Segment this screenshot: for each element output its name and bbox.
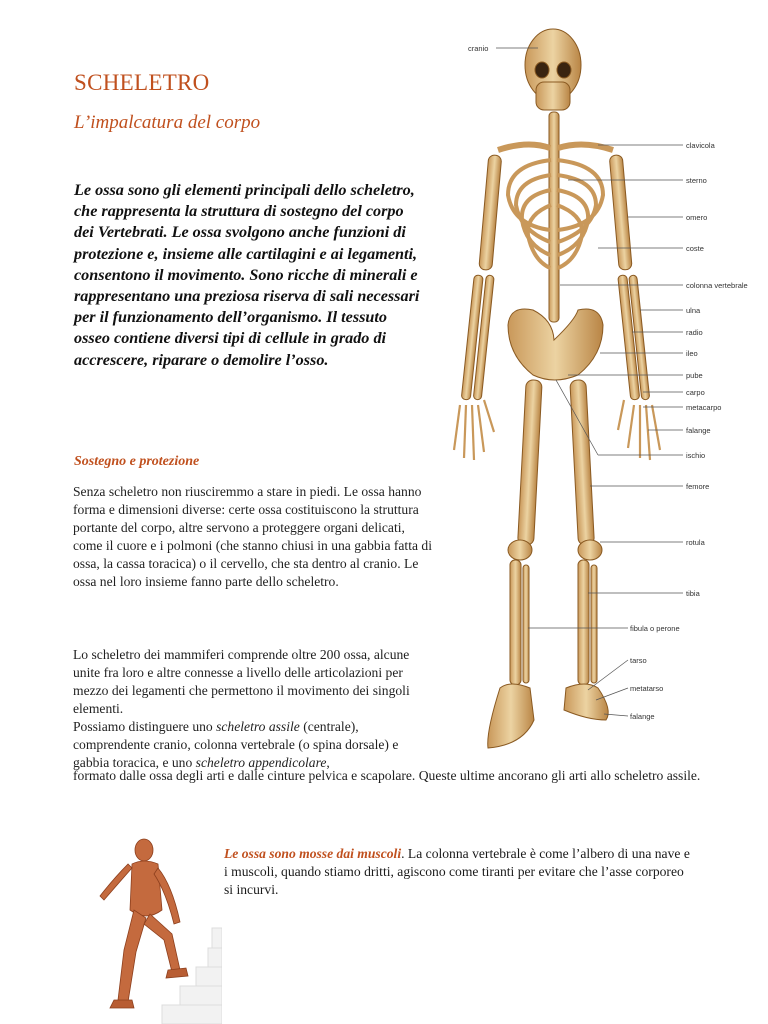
label-ulna: ulna	[686, 306, 701, 315]
label-pube: pube	[686, 371, 703, 380]
label-tibia: tibia	[686, 589, 700, 598]
label-coste: coste	[686, 244, 704, 253]
appendicular-skeleton-term: scheletro appendicolare	[195, 755, 327, 770]
label-metatarso: metatarso	[630, 684, 664, 693]
label-carpo: carpo	[686, 388, 705, 397]
axial-skeleton-term: scheletro assile	[216, 719, 300, 734]
label-colonna: colonna vertebrale	[686, 281, 748, 290]
label-femore: femore	[686, 482, 710, 491]
label-falange-mano: falange	[686, 426, 711, 435]
muscles-lead: Le ossa sono mosse dai muscoli	[224, 846, 402, 861]
skeleton-paragraph-line1: Lo scheletro dei mammiferi comprende oltre 200 ossa, alcune unite fra loro e altre connesse a livello delle articolazioni per mezzo dei legamenti che permettono il movimento dei singoli elementi.	[73, 647, 410, 716]
skeleton-paragraph-text-a: Possiamo distinguere uno	[73, 719, 217, 734]
skeleton-paragraph-text-c: (centrale), comprendente cranio, colonna vertebrale (o spina dorsale) e gabbia toracica, e uno	[73, 719, 399, 770]
label-cranio: cranio	[468, 44, 489, 53]
intro-paragraph: Le ossa sono gli elementi principali dello scheletro, che rappresenta la struttura di sostegno del corpo dei Vertebrati. Le ossa svolgono anche funzioni di protezione e, insieme alle cartilagini e ai legamenti, consentono il movimento. Sono ricche di minerali e rappresentano una preziosa riserva di sali necessari per il funzionamento dell’organismo. Il tessuto osseo contiene diversi tipi di cellule in grado di accrescere, riparare o demolire l’osso.	[74, 181, 420, 369]
skeleton-illustration	[438, 20, 758, 760]
skeleton-paragraph-continued: formato dalle ossa degli arti e dalle cinture pelvica e scapolare. Queste ultime ancorano gli arti allo scheletro assile.	[73, 768, 701, 783]
label-rotula: rotula	[686, 538, 705, 547]
muscles-text: . La colonna vertebrale è come l’albero di una nave e i muscoli, quando stiamo dritti, agiscono come tiranti per evitare che l’asse corporeo si incurvi.	[224, 846, 690, 897]
section-heading: Sostegno e protezione	[74, 454, 200, 469]
skeleton-paragraph	[73, 646, 433, 772]
label-tarso: tarso	[630, 656, 647, 665]
label-sterno: sterno	[686, 176, 707, 185]
label-falange-piede: falange	[630, 712, 655, 721]
skeleton-drawing	[454, 29, 660, 748]
page-subtitle: L’impalcatura del corpo	[74, 112, 261, 133]
muscles-paragraph	[224, 845, 694, 899]
muscle-figure-drawing	[100, 839, 188, 1008]
support-paragraph: Senza scheletro non riusciremmo a stare in piedi. Le ossa hanno forma e dimensioni diverse: certe ossa costituiscono la struttura portante del corpo, altre servono a proteggere organi delicati, come il cuore e i polmoni (che stanno chiusi in una gabbia fatta di ossa, la cassa toracica) o il cervello, che sta dentro al cranio. Le ossa nel loro insieme fanno parte dello scheletro.	[73, 484, 432, 589]
label-fibula: fibula o perone	[630, 624, 680, 633]
label-ileo: ileo	[686, 349, 698, 358]
label-clavicola: clavicola	[686, 141, 715, 150]
muscle-figure-illustration	[62, 830, 222, 1024]
label-ischio: ischio	[686, 451, 706, 460]
label-omero: omero	[686, 213, 708, 222]
page-title: SCHELETRO	[74, 70, 210, 95]
label-radio: radio	[686, 328, 703, 337]
skeleton-paragraph-text-e: ,	[326, 755, 330, 770]
label-metacarpo: metacarpo	[686, 403, 722, 412]
